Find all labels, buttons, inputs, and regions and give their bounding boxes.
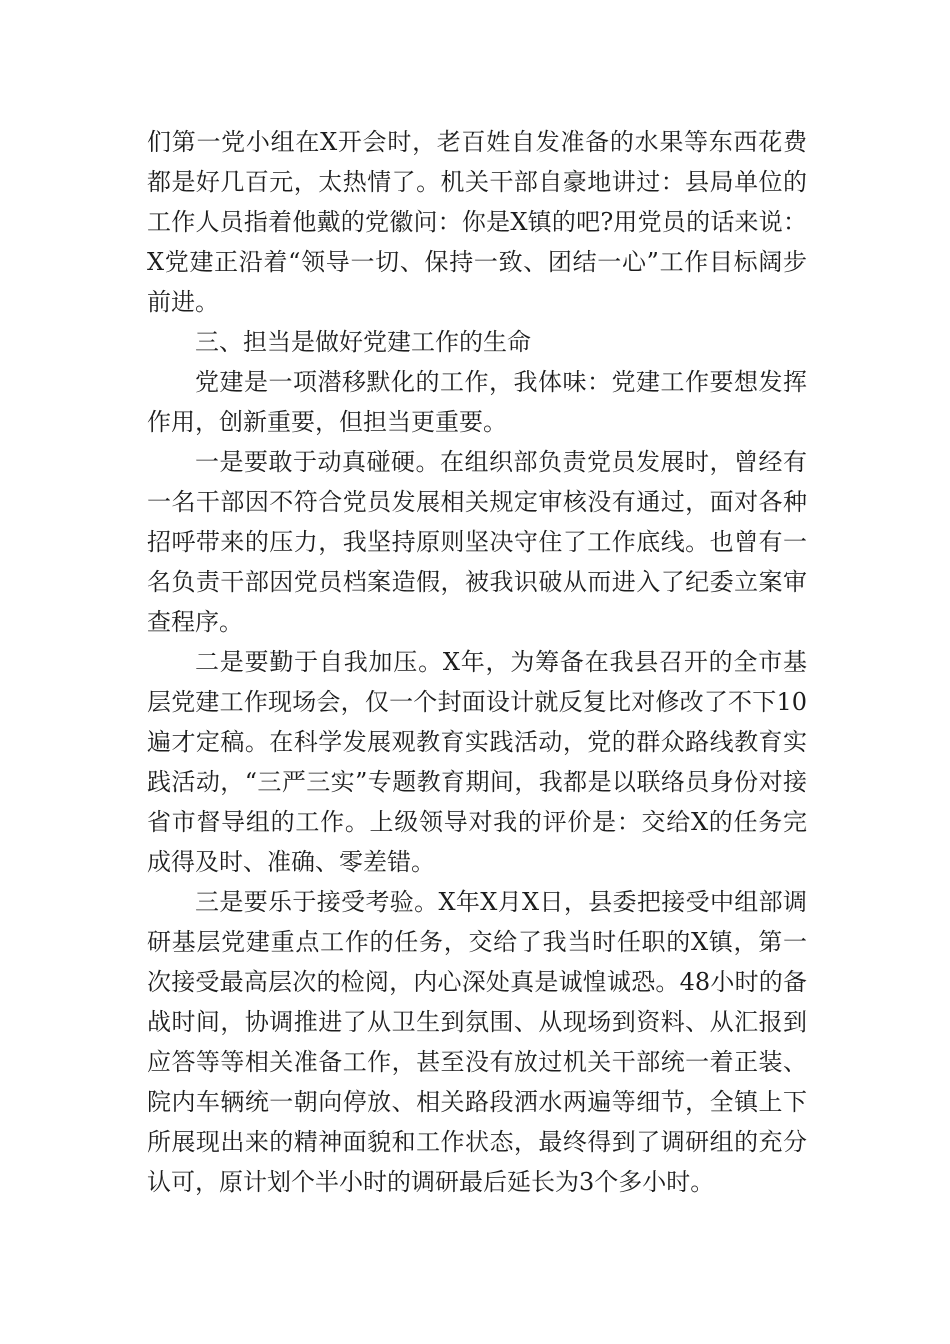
paragraph-intro: 党建是一项潜移默化的工作，我体味：党建工作要想发挥作用，创新重要，但担当更重要。 (147, 368, 807, 436)
paragraph-point-one: 一是要敢于动真碰硬。在组织部负责党员发展时，曾经有一名干部因不符合党员发展相关规定审核没有通过，面对各种招呼带来的压力，我坚持原则坚决守住了工作底线。也曾有一名负责干部因党员档案造假，被我识破从而进入了纪委立案审查程序。 (147, 448, 807, 636)
paragraph-point-two: 二是要勤于自我加压。X年，为筹备在我县召开的全市基层党建工作现场会，仅一个封面设计就反复比对修改了不下10遍才定稿。在科学发展观教育实践活动，党的群众路线教育实践活动，“三严三实”专题教育期间，我都是以联络员身份对接省市督导组的工作。上级领导对我的评价是：交给X的任务完成得及时、准确、零差错。 (147, 648, 807, 876)
paragraph-point-three: 三是要乐于接受考验。X年X月X日，县委把接受中组部调研基层党建重点工作的任务，交给了我当时任职的X镇，第一次接受最高层次的检阅，内心深处真是诚惶诚恐。48小时的备战时间，协调推进了从卫生到氛围、从现场到资料、从汇报到应答等等相关准备工作，甚至没有放过机关干部统一着正装、院内车辆统一朝向停放、相关路段洒水两遍等细节，全镇上下所展现出来的精神面貌和工作状态，最终得到了调研组的充分认可，原计划个半小时的调研最后延长为3个多小时。 (147, 888, 807, 1196)
document-body (147, 122, 807, 1202)
section-heading: 三、担当是做好党建工作的生命 (195, 328, 531, 356)
paragraph-continuation: 们第一党小组在X开会时，老百姓自发准备的水果等东西花费都是好几百元，太热情了。机关干部自豪地讲过：县局单位的工作人员指着他戴的党徽问：你是X镇的吧?用党员的话来说：X党建正沿着“领导一切、保持一致、团结一心”工作目标阔步前进。 (147, 128, 807, 316)
